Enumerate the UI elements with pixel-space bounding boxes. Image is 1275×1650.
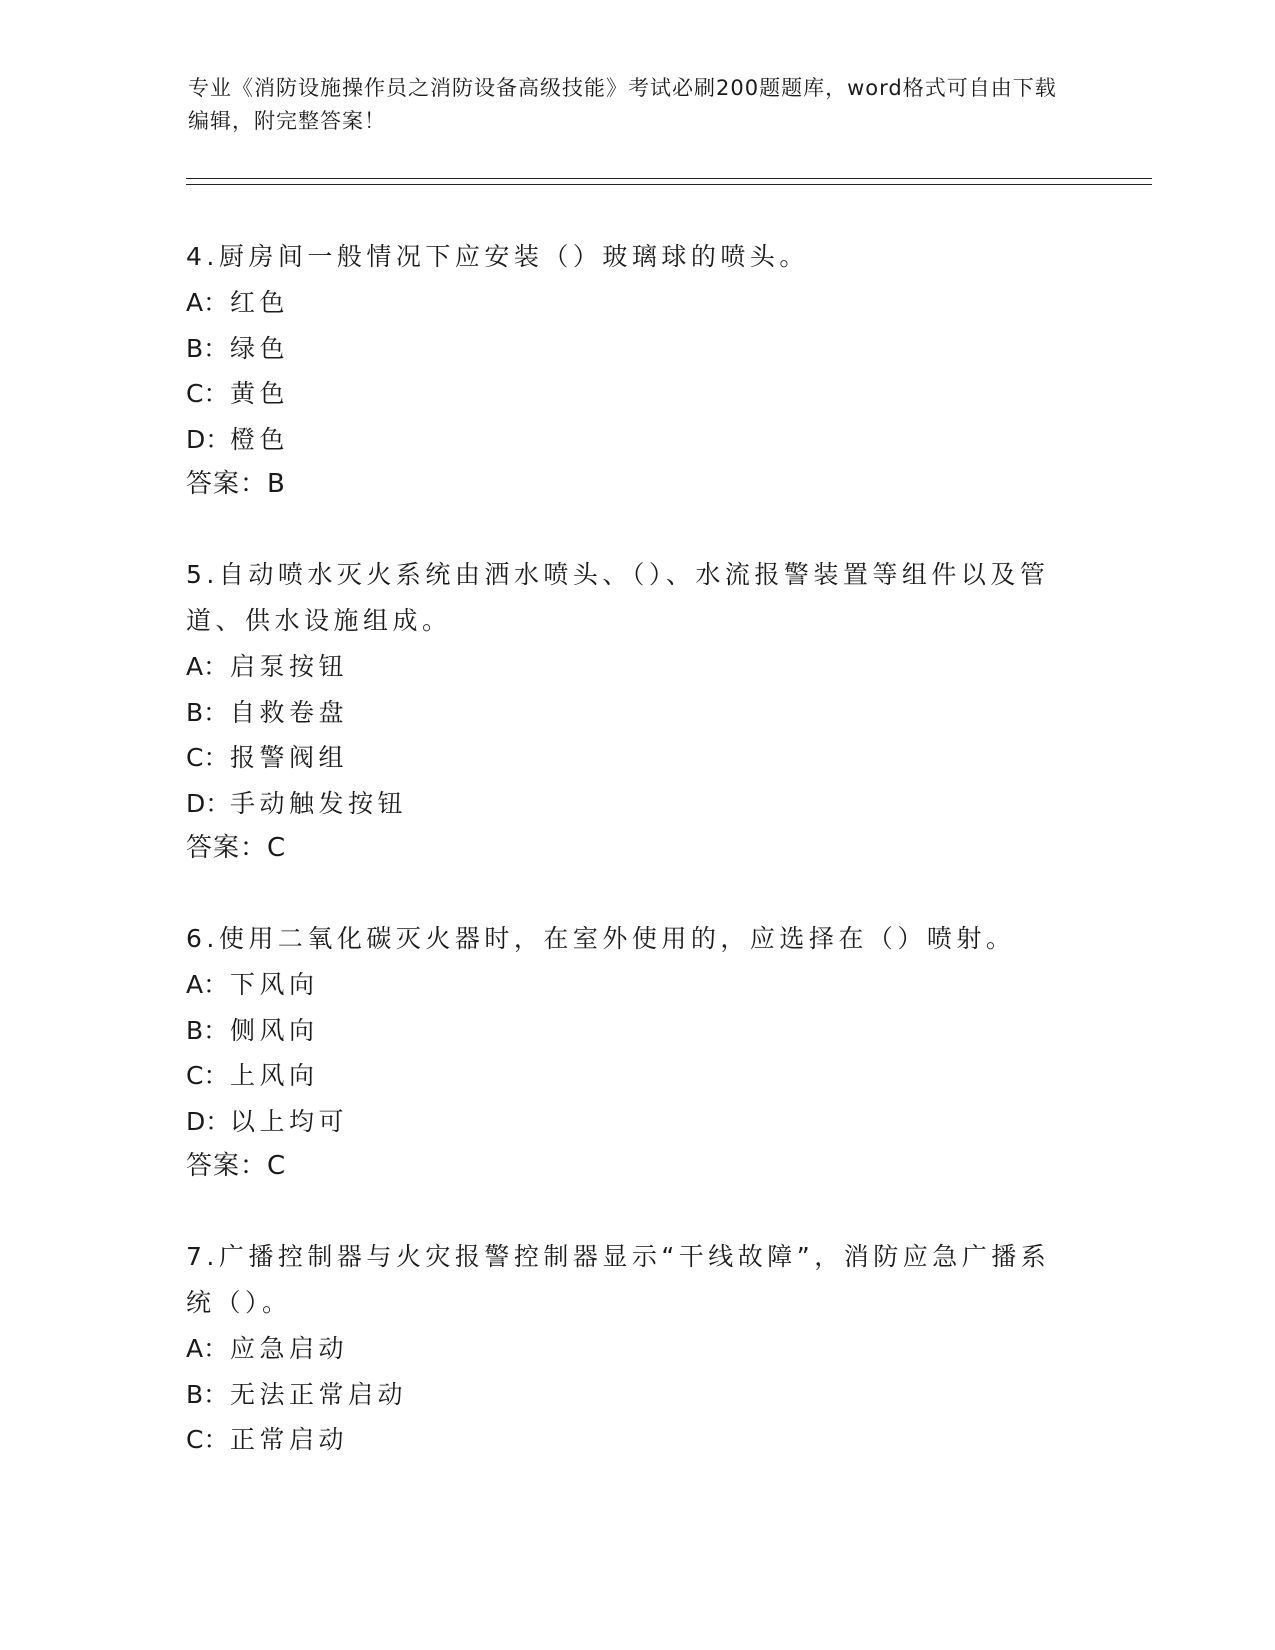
option-key: D： <box>186 1106 231 1136</box>
option-text: 自救卷盘 <box>230 697 349 727</box>
option-key: B： <box>186 1379 229 1409</box>
question-stem: 7.广播控制器与火灾报警控制器显示“干线故障”，消防应急广播系统（）。 <box>186 1242 1051 1317</box>
option-d <box>186 417 1066 463</box>
question-stem: 6.使用二氧化碳灭火器时，在室外使用的，应选择在（）喷射。 <box>186 924 1016 953</box>
option-d <box>186 781 1066 827</box>
option-b <box>186 326 1066 372</box>
option-key: B： <box>186 333 229 363</box>
answer: 答案：C <box>186 833 287 863</box>
option-key: A： <box>186 288 229 317</box>
question-4 <box>186 234 1066 507</box>
option-a <box>186 1326 1066 1372</box>
answer: 答案：C <box>186 1151 287 1181</box>
option-text: 手动触发按钮 <box>230 788 408 818</box>
option-c <box>186 1053 1066 1099</box>
option-key: A： <box>186 1334 229 1363</box>
question-stem: 5.自动喷水灭火系统由洒水喷头、（）、水流报警装置等组件以及管道、供水设施组成。 <box>186 560 1050 635</box>
option-text: 报警阀组 <box>230 743 349 772</box>
option-d <box>186 1099 1066 1145</box>
header-divider-top <box>186 178 1152 179</box>
document-header <box>188 72 1068 138</box>
option-c <box>186 735 1066 781</box>
option-key: B： <box>186 697 229 727</box>
option-text: 上风向 <box>230 1061 319 1090</box>
option-text: 下风向 <box>230 970 319 999</box>
header-title: 专业《消防设施操作员之消防设备高级技能》考试必刷200题题库，word格式可自由下载编辑，附完整答案！ <box>188 76 1057 133</box>
option-a <box>186 962 1066 1008</box>
option-key: A： <box>186 970 229 999</box>
option-text: 侧风向 <box>230 1015 319 1045</box>
option-c <box>186 1417 1066 1463</box>
option-text: 绿色 <box>230 333 290 363</box>
answer: 答案：B <box>186 469 286 499</box>
option-b <box>186 690 1066 736</box>
option-key: D： <box>186 788 231 818</box>
option-text: 无法正常启动 <box>230 1379 408 1409</box>
question-stem: 4.厨房间一般情况下应安装（）玻璃球的喷头。 <box>186 242 809 271</box>
option-text: 以上均可 <box>230 1106 349 1136</box>
question-5 <box>186 552 1066 871</box>
option-text: 应急启动 <box>230 1334 349 1363</box>
question-6 <box>186 916 1066 1189</box>
option-text: 红色 <box>230 288 290 317</box>
option-a <box>186 644 1066 690</box>
option-text: 正常启动 <box>230 1425 349 1454</box>
option-b <box>186 1372 1066 1418</box>
option-key: C： <box>186 1061 229 1090</box>
option-key: C： <box>186 743 229 772</box>
question-7 <box>186 1234 1066 1463</box>
option-key: B： <box>186 1015 229 1045</box>
option-key: C： <box>186 379 229 408</box>
header-divider-bottom <box>186 184 1152 185</box>
option-text: 黄色 <box>230 379 290 408</box>
option-text: 橙色 <box>230 424 290 454</box>
option-key: D： <box>186 424 231 454</box>
option-key: C： <box>186 1425 229 1454</box>
option-key: A： <box>186 652 229 681</box>
option-c <box>186 371 1066 417</box>
option-a <box>186 280 1066 326</box>
option-text: 启泵按钮 <box>230 652 349 681</box>
option-b <box>186 1008 1066 1054</box>
